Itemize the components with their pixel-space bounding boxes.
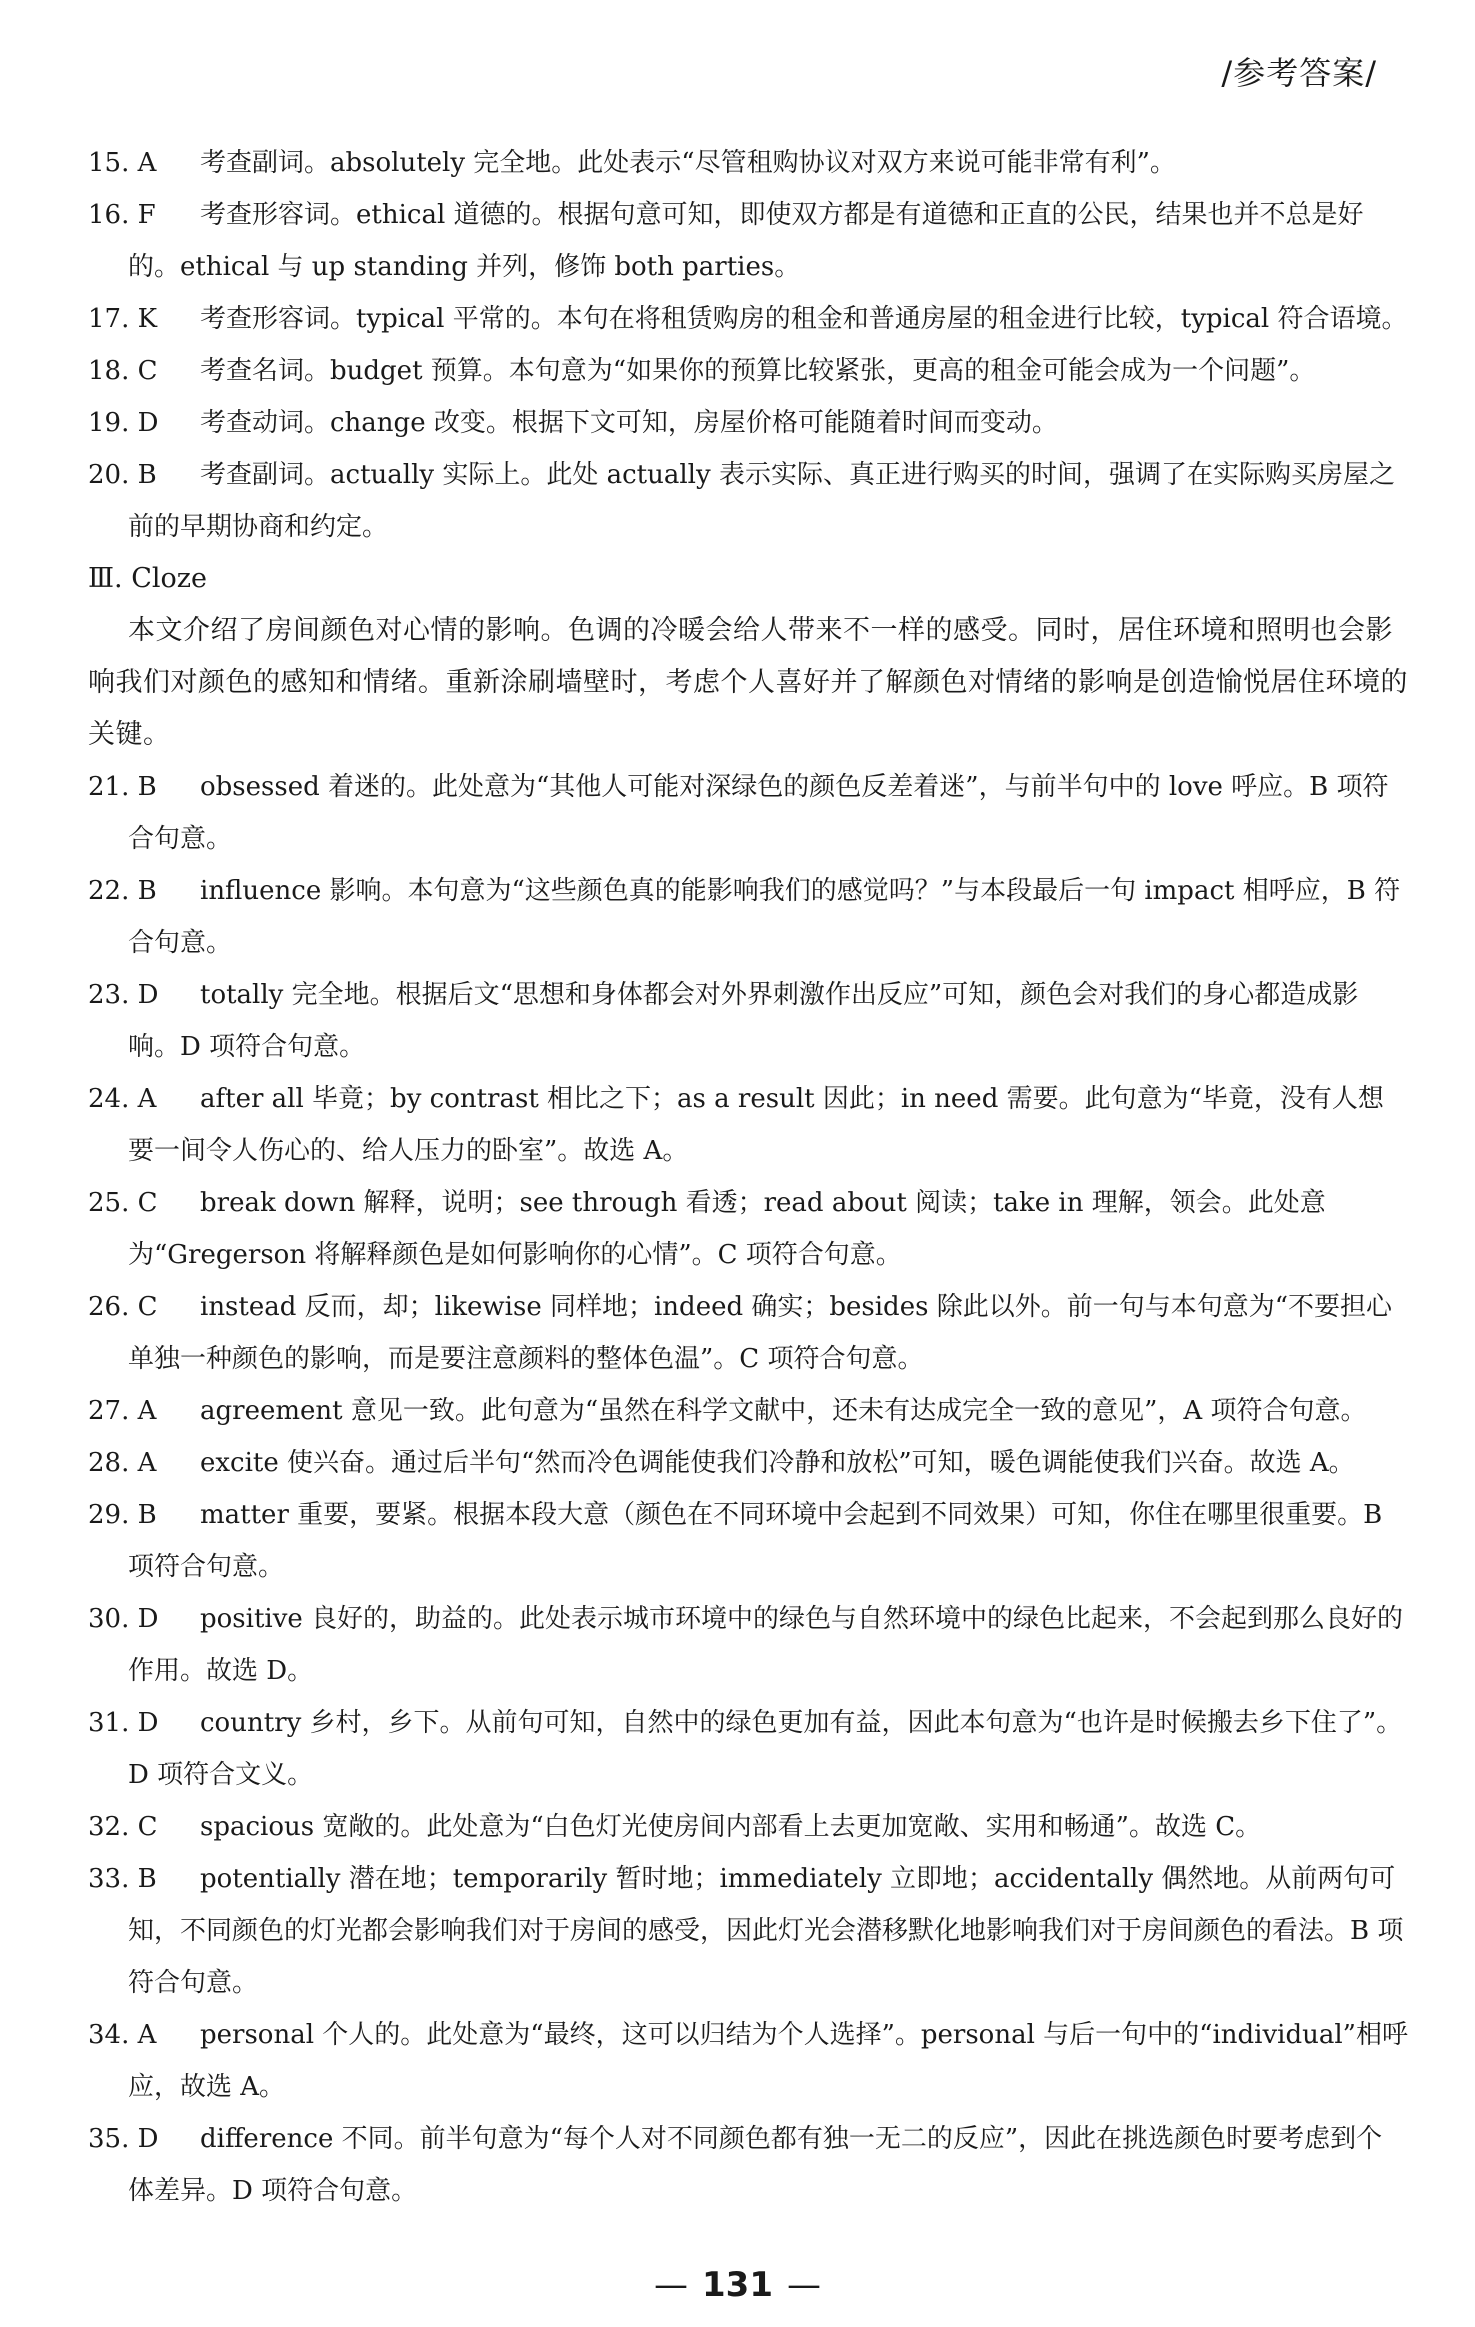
answer-label: 22. B <box>88 876 157 906</box>
answer-text: potentially 潜在地；temporarily 暂时地；immediately 立即地；accidentally 偶然地。从前两句可知，不同颜色的灯光都会影响我们对于房间的感受，因此灯光会潜移默化地影响我们对于房间颜色的看法。B 项符合句意。 <box>128 1864 1404 1998</box>
answer-label: 28. A <box>88 1448 157 1478</box>
answer-text: 考查形容词。typical 平常的。本句在将租赁购房的租金和普通房屋的租金进行比较，typical 符合语境。 <box>200 304 1408 334</box>
answer-item <box>88 1437 1408 1489</box>
answer-item <box>88 345 1408 397</box>
answer-text: break down 解释，说明；see through 看透；read about 阅读；take in 理解，领会。此处意为“Gregerson 将解释颜色是如何影响你的心情”。C 项符合句意。 <box>128 1188 1326 1270</box>
answer-item <box>88 1073 1408 1177</box>
section-header-tag: /参考答案/ <box>1221 54 1377 92</box>
answer-label: 15. A <box>88 148 157 178</box>
answer-item <box>88 397 1408 449</box>
answer-label: 18. C <box>88 356 158 386</box>
answer-item <box>88 1697 1408 1801</box>
answer-label: 26. C <box>88 1292 158 1322</box>
answer-item <box>88 761 1408 865</box>
answer-item <box>88 969 1408 1073</box>
answer-text: 考查名词。budget 预算。本句意为“如果你的预算比较紧张，更高的租金可能会成为一个问题”。 <box>200 356 1316 386</box>
answers-part2 <box>88 761 1408 2217</box>
answer-item <box>88 293 1408 345</box>
answer-item <box>88 1853 1408 2009</box>
answer-item <box>88 449 1408 553</box>
answer-label: 30. D <box>88 1604 159 1634</box>
answer-item <box>88 1593 1408 1697</box>
answer-text: positive 良好的，助益的。此处表示城市环境中的绿色与自然环境中的绿色比起来，不会起到那么良好的作用。故选 D。 <box>128 1604 1404 1686</box>
answer-text: after all 毕竟；by contrast 相比之下；as a result 因此；in need 需要。此句意为“毕竟，没有人想要一间令人伤心的、给人压力的卧室”。故选 A。 <box>128 1084 1384 1166</box>
answer-label: 32. C <box>88 1812 158 1842</box>
answer-text: 考查形容词。ethical 道德的。根据句意可知，即使双方都是有道德和正直的公民，结果也并不总是好的。ethical 与 up standing 并列，修饰 both parties。 <box>128 200 1364 282</box>
answer-text: 考查动词。change 改变。根据下文可知，房屋价格可能随着时间而变动。 <box>200 408 1058 438</box>
answer-label: 29. B <box>88 1500 157 1530</box>
answer-text: country 乡村，乡下。从前句可知，自然中的绿色更加有益，因此本句意为“也许是时候搬去乡下住了”。D 项符合文义。 <box>128 1708 1403 1790</box>
answer-label: 31. D <box>88 1708 159 1738</box>
answer-text: obsessed 着迷的。此处意为“其他人可能对深绿色的颜色反差着迷”，与前半句中的 love 呼应。B 项符合句意。 <box>128 772 1389 854</box>
answer-item <box>88 1801 1408 1853</box>
page-number-dash-right: — <box>786 2265 821 2305</box>
answer-text: difference 不同。前半句意为“每个人对不同颜色都有独一无二的反应”，因此在挑选颜色时要考虑到个体差异。D 项符合句意。 <box>128 2124 1383 2206</box>
answer-label: 35. D <box>88 2124 159 2154</box>
answer-text: totally 完全地。根据后文“思想和身体都会对外界刺激作出反应”可知，颜色会对我们的身心都造成影响。D 项符合句意。 <box>128 980 1359 1062</box>
answer-text: 考查副词。absolutely 完全地。此处表示“尽管租购协议对双方来说可能非常有利”。 <box>200 148 1176 178</box>
answer-label: 33. B <box>88 1864 157 1894</box>
page-number-dash-left: — <box>654 2265 688 2305</box>
answer-label: 27. A <box>88 1396 157 1426</box>
answer-item <box>88 2113 1408 2217</box>
answer-label: 16. F <box>88 200 156 230</box>
answer-item <box>88 865 1408 969</box>
answer-item <box>88 1177 1408 1281</box>
answer-label: 23. D <box>88 980 159 1010</box>
answer-text: excite 使兴奋。通过后半句“然而冷色调能使我们冷静和放松”可知，暖色调能使我们兴奋。故选 A。 <box>200 1448 1355 1478</box>
answers-part1 <box>88 137 1408 553</box>
answer-label: 19. D <box>88 408 159 438</box>
answer-label: 20. B <box>88 460 157 490</box>
answer-text: 考查副词。actually 实际上。此处 actually 表示实际、真正进行购买的时间，强调了在实际购买房屋之前的早期协商和约定。 <box>128 460 1395 542</box>
answer-text: agreement 意见一致。此句意为“虽然在科学文献中，还未有达成完全一致的意见”，A 项符合句意。 <box>200 1396 1367 1426</box>
answer-text: instead 反而，却；likewise 同样地；indeed 确实；besides 除此以外。前一句与本句意为“不要担心单独一种颜色的影响，而是要注意颜料的整体色温”。C 项符合句意。 <box>128 1292 1392 1374</box>
answer-label: 17. K <box>88 304 158 334</box>
answer-label: 24. A <box>88 1084 157 1114</box>
answer-label: 25. C <box>88 1188 158 1218</box>
answer-label: 34. A <box>88 2020 157 2050</box>
answer-item <box>88 137 1408 189</box>
answer-text: spacious 宽敞的。此处意为“白色灯光使房间内部看上去更加宽敞、实用和畅通”。故选 C。 <box>200 1812 1262 1842</box>
page-content <box>88 137 1408 2217</box>
answer-text: personal 个人的。此处意为“最终，这可以归结为个人选择”。personal 与后一句中的“individual”相呼应，故选 A。 <box>128 2020 1408 2102</box>
answer-item <box>88 1489 1408 1593</box>
section-title: Ⅲ. Cloze <box>88 563 207 594</box>
page-number-value: 131 <box>702 2265 773 2305</box>
answer-item <box>88 189 1408 293</box>
answer-item <box>88 1385 1408 1437</box>
section-intro: 本文介绍了房间颜色对心情的影响。色调的冷暖会给人带来不一样的感受。同时，居住环境和照明也会影响我们对颜色的感知和情绪。重新涂刷墙壁时，考虑个人喜好并了解颜色对情绪的影响是创造愉悦居住环境的关键。 <box>88 615 1408 750</box>
answer-item <box>88 1281 1408 1385</box>
answer-item <box>88 2009 1408 2113</box>
page-number <box>0 2265 1475 2305</box>
answer-text: influence 影响。本句意为“这些颜色真的能影响我们的感觉吗？”与本段最后一句 impact 相呼应，B 符合句意。 <box>128 876 1401 958</box>
answer-label: 21. B <box>88 772 157 802</box>
answer-text: matter 重要，要紧。根据本段大意（颜色在不同环境中会起到不同效果）可知，你住在哪里很重要。B 项符合句意。 <box>128 1500 1383 1582</box>
